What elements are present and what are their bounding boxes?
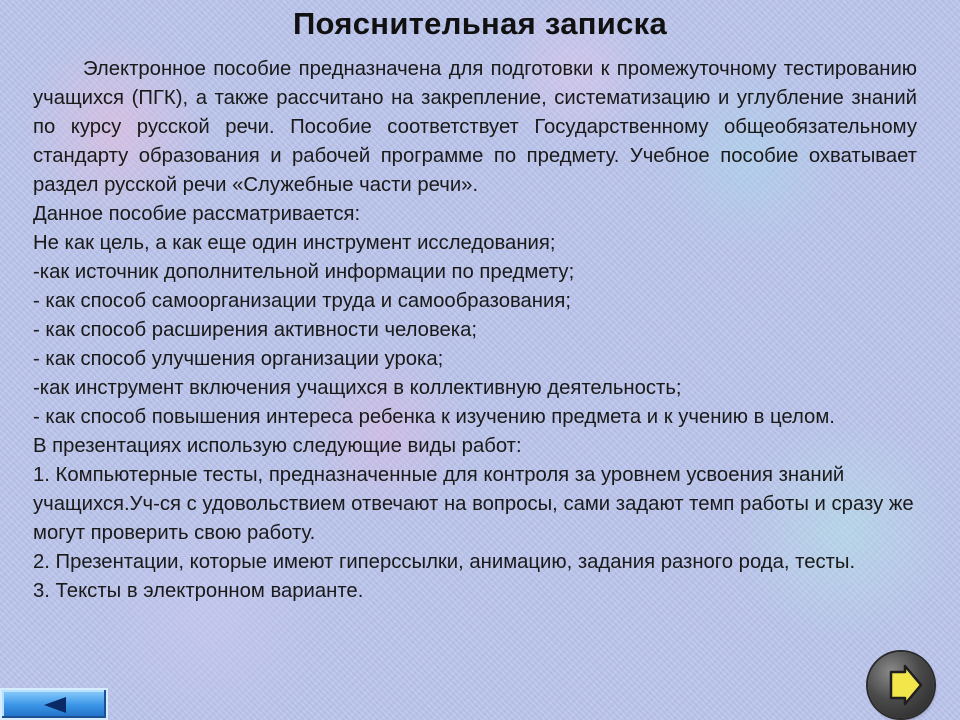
intro-paragraph: Электронное пособие предназначена для подготовки к промежуточному тестированию учащихся (ПГК), а также рассчитано на закрепление, систематизацию и углубление знаний по курсу русской речи. Пособие соответствует Государственному общеобязательному стандарту образования и рабочей программе по предмету. Учебное пособие охватывает раздел русской речи «Служебные части речи». [33, 58, 917, 196]
back-button[interactable] [0, 688, 108, 720]
text-line: - как способ расширения активности человека; [33, 319, 478, 341]
text-line: 2. Презентации, которые имеют гиперссылки, анимацию, задания разного рода, тесты. [33, 551, 856, 573]
text-line: -как источник дополнительной информации по предмету; [33, 261, 575, 283]
text-line: 3. Тексты в электронном варианте. [33, 580, 364, 602]
text-line: Не как цель, а как еще один инструмент исследования; [33, 232, 556, 254]
text-line: Данное пособие рассматривается: [33, 203, 361, 225]
text-line: - как способ самоорганизации труда и самообразования; [33, 290, 571, 312]
next-button[interactable] [868, 652, 934, 718]
right-arrow-icon [881, 664, 923, 706]
explanatory-note-body [33, 55, 917, 606]
text-line: - как способ улучшения организации урока; [33, 348, 444, 370]
text-line: -как инструмент включения учащихся в коллективную деятельность; [33, 377, 682, 399]
text-line: В презентациях использую следующие виды работ: [33, 435, 522, 457]
text-line: 1. Компьютерные тесты, предназначенные для контроля за уровнем усвоения знаний учащихся.Уч-ся с удовольствием отвечают на вопросы, сами задают темп работы и сразу же могут проверить свою работу. [33, 464, 914, 544]
text-line: - как способ повышения интереса ребенка к изучению предмета и к учению в целом. [33, 406, 835, 428]
page-title: Пояснительная записка [292, 6, 668, 41]
left-arrow-icon [42, 696, 68, 714]
